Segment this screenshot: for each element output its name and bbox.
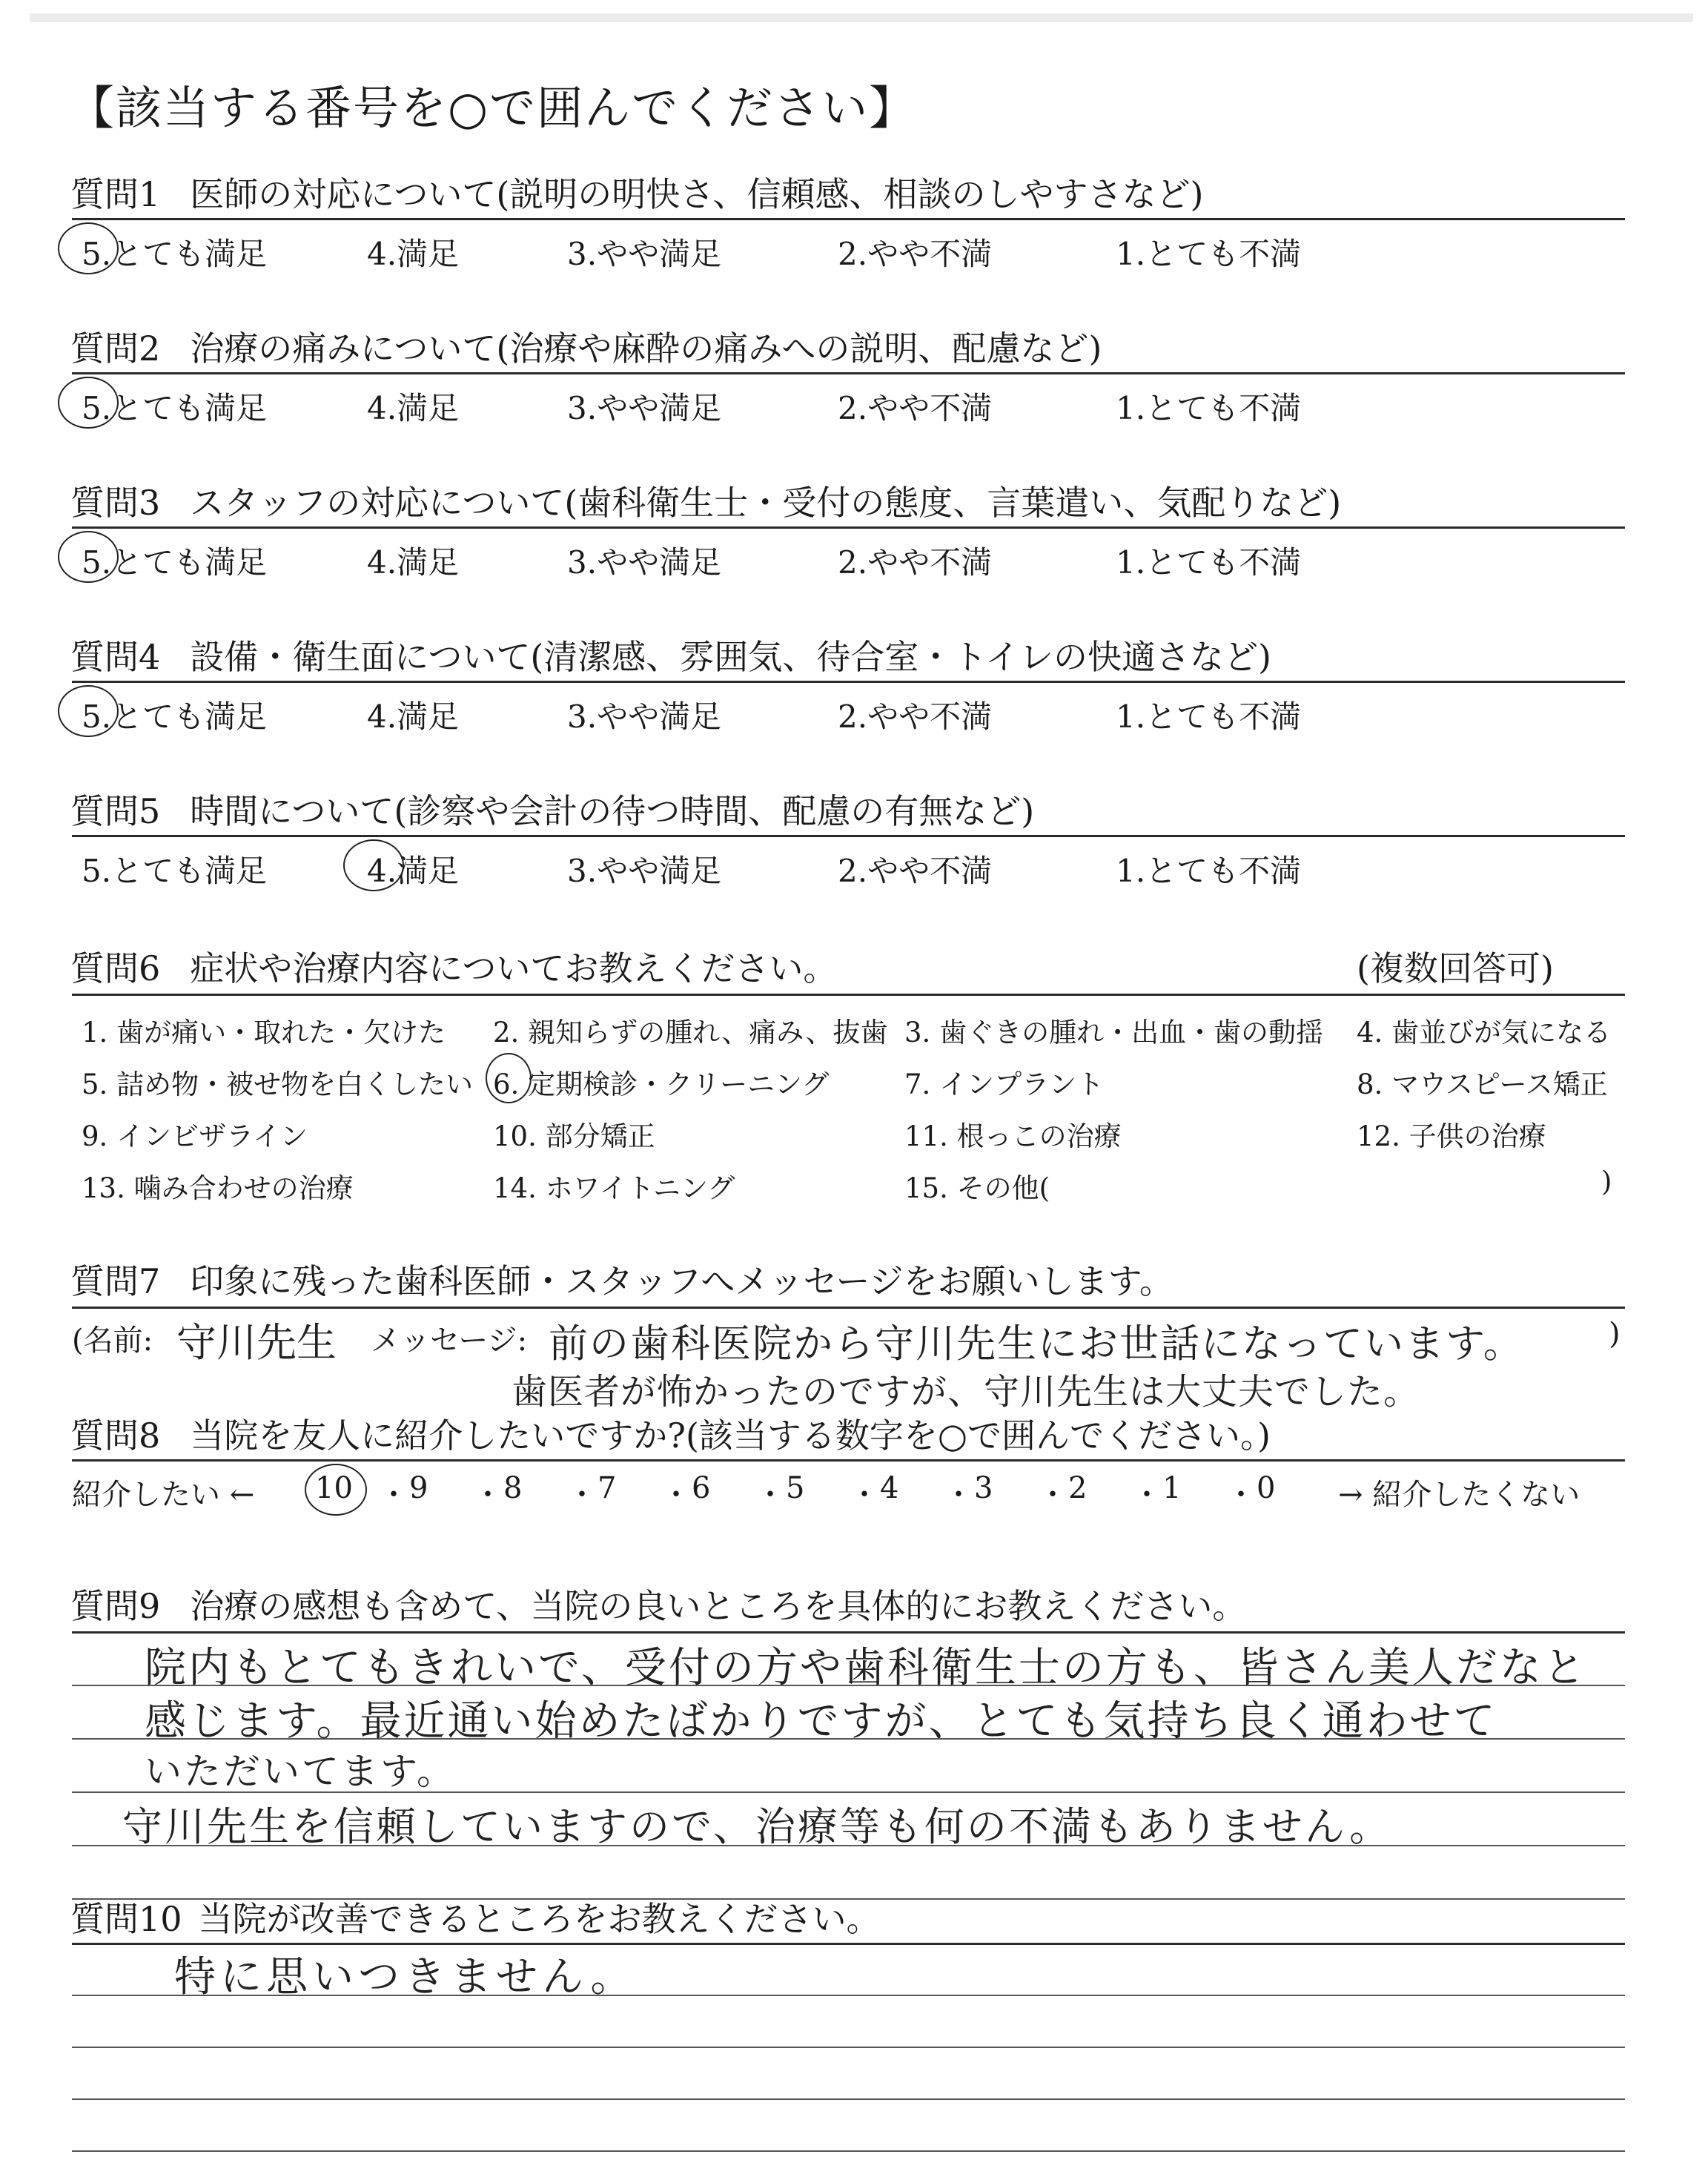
q8-scale-3[interactable]: 3 [974,1471,993,1505]
scan-top-edge [30,13,1693,22]
q8-scale-0[interactable]: 0 [1257,1471,1276,1505]
q8-separator-dot: ・ [473,1478,503,1512]
q6-text: 症状や治療内容についてお教えください。 [190,948,838,988]
q8-label: 質問8 [70,1416,161,1456]
q4-option-2[interactable]: 2.やや不満 [838,698,993,735]
q2-option-3[interactable]: 3.やや満足 [567,390,722,426]
q10-text: 当院が改善できるところをお教えください。 [198,1899,881,1939]
q9-answer-line [72,1631,1625,1634]
q8-text: 当院を友人に紹介したいですか?(該当する数字を○で囲んでください。) [190,1416,1271,1456]
q8-separator-dot: ・ [379,1478,408,1512]
q3-option-2[interactable]: 2.やや不満 [838,544,993,581]
q6-selected-circle [486,1053,532,1103]
q1-label: 質問1 [70,174,161,214]
q9-handwritten-line-3: いただいてます。 [145,1750,456,1793]
q3-label: 質問3 [70,483,161,523]
q7-label: 質問7 [70,1261,161,1301]
q6-option-4[interactable]: 4. 歯並びが気になる [1357,1017,1612,1048]
q6-option-1[interactable]: 1. 歯が痛い・取れた・欠けた [82,1017,446,1048]
q6-option-14[interactable]: 14. ホワイトニング [493,1172,735,1204]
q9-label: 質問9 [70,1586,161,1626]
q4-selected-circle [58,685,119,737]
q3-selected-circle [58,531,119,583]
q7-name-label: (名前: [72,1324,153,1358]
q6-option-11[interactable]: 11. 根っこの治療 [904,1120,1122,1152]
q7-message-label: メッセージ: [371,1324,528,1358]
q6-note: (複数回答可) [1357,948,1554,988]
q8-scale-1[interactable]: 1 [1162,1471,1182,1505]
q4-label: 質問4 [70,637,161,677]
q5-option-2[interactable]: 2.やや不満 [838,853,993,889]
q5-option-4[interactable]: 4.満足 [367,853,460,889]
q2-option-2[interactable]: 2.やや不満 [838,390,993,426]
q4-option-3[interactable]: 3.やや満足 [567,698,722,735]
q1-selected-circle [58,222,119,274]
q7-rule [72,1307,1625,1309]
q4-option-5[interactable]: 5.とても満足 [82,698,268,735]
q6-option-16[interactable]: ) [1601,1166,1612,1198]
q5-option-3[interactable]: 3.やや満足 [567,853,722,889]
q5-option-1[interactable]: 1.とても不満 [1116,853,1302,889]
q2-selected-circle [58,377,119,429]
q10-answer-line [72,2047,1625,2048]
q8-scale-7[interactable]: 7 [598,1471,617,1505]
q4-heading [70,630,1271,679]
q6-option-13[interactable]: 13. 噛み合わせの治療 [82,1172,354,1204]
q9-handwritten-line-1: 院内もとてもきれいで、受付の方や歯科衛生士の方も、皆さん美人だなと [145,1644,1587,1692]
q2-option-1[interactable]: 1.とても不満 [1116,390,1302,426]
q6-label: 質問6 [70,948,161,988]
q3-heading [70,476,1341,525]
q6-heading [70,942,837,991]
q6-option-7[interactable]: 7. インプラント [904,1069,1105,1100]
q8-separator-dot: ・ [755,1478,785,1512]
q8-separator-dot: ・ [1226,1478,1256,1512]
q7-close-paren: ) [1609,1317,1621,1351]
q6-option-15[interactable]: 15. その他( [904,1172,1050,1204]
q8-scale-10[interactable]: 10 [315,1471,353,1505]
q6-option-2[interactable]: 2. 親知らずの腫れ、痛み、抜歯 [493,1017,888,1048]
q1-heading [70,168,1203,217]
q6-option-9[interactable]: 9. インビザライン [82,1120,308,1152]
q4-rule [72,681,1625,683]
q1-text: 医師の対応について(説明の明快さ、信頼感、相談のしやすさなど) [190,174,1204,214]
q9-handwritten-line-2: 感じます。最近通い始めたばかりですが、とても気持ち良く通わせて [145,1697,1497,1745]
q5-option-5[interactable]: 5.とても満足 [82,853,268,889]
q3-option-4[interactable]: 4.満足 [367,544,460,581]
q6-option-5[interactable]: 5. 詰め物・被せ物を白くしたい [82,1069,474,1100]
q3-option-5[interactable]: 5.とても満足 [82,544,268,581]
q4-text: 設備・衛生面について(清潔感、雰囲気、待合室・トイレの快適さなど) [190,637,1271,677]
q5-heading [70,785,1034,833]
q6-option-10[interactable]: 10. 部分矯正 [493,1120,655,1152]
q8-scale-5[interactable]: 5 [786,1471,805,1505]
q2-heading [70,322,1102,371]
q6-option-6[interactable]: 6. 定期検診・クリーニング [493,1069,830,1100]
q7-text: 印象に残った歯科医師・スタッフへメッセージをお願いします。 [190,1261,1174,1301]
q8-separator-dot: ・ [1038,1478,1068,1512]
q5-selected-circle [343,839,404,891]
q8-right-label: → 紹介したくない [1338,1478,1580,1512]
q1-option-3[interactable]: 3.やや満足 [567,236,722,272]
q7-message-line2: 歯医者が怖かったのですが、守川先生は大丈夫でした。 [512,1371,1420,1413]
q9-text: 治療の感想も含めて、当院の良いところを具体的にお教えください。 [190,1586,1247,1626]
q7-message-line1: 前の歯科医院から守川先生にお世話になっています。 [549,1321,1524,1367]
q3-text: スタッフの対応について(歯科衛生士・受付の態度、言葉遣い、気配りなど) [190,483,1342,523]
q7-heading [70,1255,1174,1304]
q8-separator-dot: ・ [944,1478,973,1512]
q6-option-3[interactable]: 3. 歯ぐきの腫れ・出血・歯の動揺 [904,1017,1324,1048]
q8-separator-dot: ・ [661,1478,691,1512]
q2-option-5[interactable]: 5.とても満足 [82,390,268,426]
q8-left-label: 紹介したい ← [72,1478,255,1512]
q8-separator-dot: ・ [567,1478,597,1512]
q8-separator-dot: ・ [1132,1478,1162,1512]
q4-option-1[interactable]: 1.とても不満 [1116,698,1302,735]
q10-answer-line [72,2098,1625,2100]
q8-scale-4[interactable]: 4 [880,1471,899,1505]
q1-rule [72,218,1625,220]
q1-option-1[interactable]: 1.とても不満 [1116,236,1302,272]
q3-rule [72,526,1625,529]
q3-option-1[interactable]: 1.とても不満 [1116,544,1302,581]
page-title: 【該当する番号を○で囲んでください】 [68,81,917,135]
q9-heading [70,1579,1246,1628]
q6-rule [72,994,1625,996]
q8-scale-2[interactable]: 2 [1068,1471,1088,1505]
q1-option-5[interactable]: 5.とても満足 [82,236,268,272]
q8-rule [72,1459,1625,1462]
q2-text: 治療の痛みについて(治療や麻酔の痛みへの説明、配慮など) [190,328,1102,369]
q2-option-4[interactable]: 4.満足 [367,390,460,426]
q4-option-4[interactable]: 4.満足 [367,698,460,735]
q10-handwritten-line-1: 特に思いつきません。 [174,1953,637,2001]
q10-label: 質問10 [70,1899,182,1939]
q8-scale-6[interactable]: 6 [692,1471,711,1505]
q8-scale-9[interactable]: 9 [409,1471,428,1505]
q9-handwritten-line-4: 守川先生を信頼していますので、治療等も何の不満もありません。 [122,1803,1392,1850]
q6-option-12[interactable]: 12. 子供の治療 [1357,1120,1546,1152]
q3-option-3[interactable]: 3.やや満足 [567,544,722,581]
q10-answer-line [72,2150,1625,2152]
q7-name-handwritten: 守川先生 [176,1319,337,1366]
q5-label: 質問5 [70,791,161,831]
q2-rule [72,372,1625,374]
q8-heading [70,1409,1271,1458]
q5-text: 時間について(診察や会計の待つ時間、配慮の有無など) [190,791,1035,831]
q8-separator-dot: ・ [850,1478,879,1512]
q1-option-4[interactable]: 4.満足 [367,236,460,272]
q2-label: 質問2 [70,328,161,369]
q1-option-2[interactable]: 2.やや不満 [838,236,993,272]
q6-option-8[interactable]: 8. マウスピース矯正 [1357,1069,1608,1100]
q8-selected-circle [305,1464,367,1516]
q5-rule [72,835,1625,837]
q8-scale-8[interactable]: 8 [503,1471,523,1505]
q10-heading [70,1892,881,1941]
